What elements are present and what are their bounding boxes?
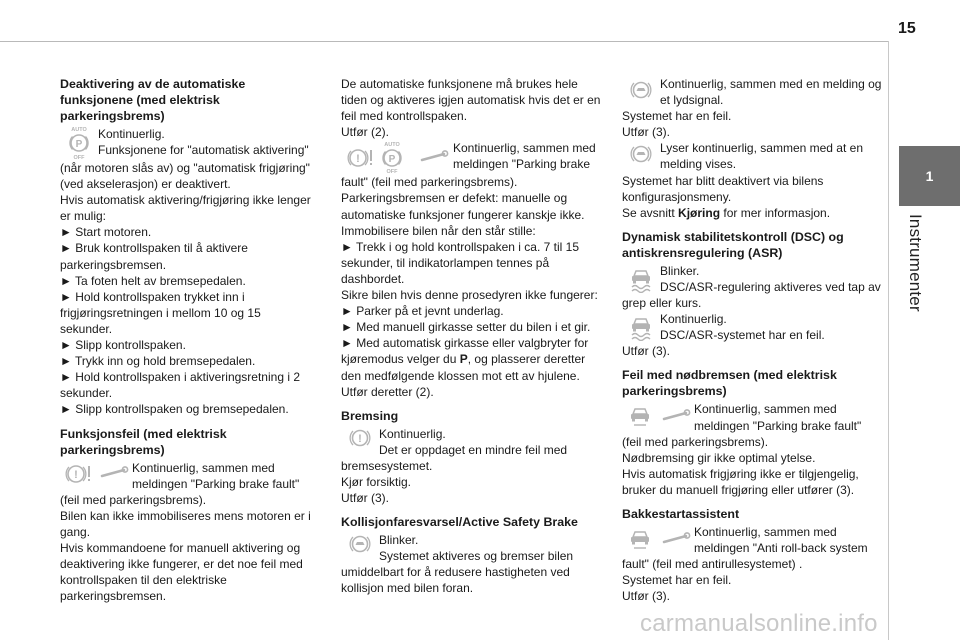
chapter-title: Instrumenter [906,214,925,312]
skidding-car-icon [622,263,660,293]
parking-brake-fault-icon-group [60,460,132,488]
paragraph: Systemet har en feil. [622,109,732,124]
wrench-icon [422,151,448,160]
paragraph: Bilen kan ikke immobiliseres mens motoren er i gang. [60,508,311,539]
description-text: Kontinuerlig, sammen med meldingen "Parking brake [453,141,596,172]
status-text: Kontinuerlig. [660,312,727,327]
svg-text:!: ! [358,432,362,445]
column-3 [622,76,886,604]
section-heading-hill-start: Bakkestartassistent [622,506,740,521]
step-text: , og plasserer deretter den medfølgende klossen mot ett av hjulene. [341,352,586,383]
paragraph: Systemet har en feil. [622,573,732,588]
paragraph: Utfør (3). [622,589,670,604]
paragraph: Utfør (3). [341,491,389,506]
step-item [341,335,606,383]
auto-off-parking-brake-icon [383,142,401,174]
svg-text:AUTO: AUTO [71,127,87,133]
emergency-brake-fault-icon-group [622,401,694,431]
step-item: ► Trekk i og hold kontrollspaken i ca. 7 til 15 sekunder, til indikatorlampen tennes på dashbordet. [341,239,579,286]
description-text: grep eller kurs. [622,296,702,311]
description-text: (når motoren slås av) og "automatisk frigjøring" (ved akselerasjon) er deaktivert. [60,161,310,192]
description-text: fault" (feil med parkeringsbrems). [341,175,518,190]
warning-row [622,311,886,343]
description-text: Kontinuerlig, sammen med meldingen "Parking brake fault" [132,460,300,491]
warning-row [341,426,606,458]
side-divider [888,41,889,640]
paragraph: Systemet har blitt deaktivert via bilens konfigurasjonsmeny. [622,173,824,204]
paragraph-text: Se avsnitt [622,205,679,220]
auto-off-parking-brake-icon [60,126,98,160]
step-item: ► Slipp kontrollspaken og bremsepedalen. [60,402,289,417]
paragraph: Kjør forsiktig. [341,474,412,489]
svg-text:OFF: OFF [386,169,398,175]
paragraph: Utfør (3). [622,125,670,140]
car-icon [631,532,649,548]
skidding-car-icon [622,311,660,341]
section-heading-collision: Kollisjonfaresvarsel/Active Safety Brake [341,515,578,530]
step-item: ► Ta foten helt av bremsepedalen. [60,273,246,288]
step-item: ► Hold kontrollspaken i aktiveringsretning i 2 sekunder. [60,370,300,401]
paragraph: Nødbremsing gir ikke optimal ytelse. [622,450,816,465]
step-item: ► Slipp kontrollspaken. [60,338,186,353]
description-text: Kontinuerlig, sammen med meldingen "Anti roll-back system [694,524,868,556]
collision-warning-icon [341,532,379,556]
description-text: Kontinuerlig, sammen med en melding og et lydsignal. [660,77,882,108]
section-heading-deactivation: Deaktivering av de automatiske funksjonene (med elektrisk parkeringsbrems) [60,77,246,123]
warning-row [622,76,886,108]
status-text: Blinker. [660,263,700,278]
step-item: ► Med manuell girkasse setter du bilen i et gir. [341,320,591,335]
paragraph: Hvis kommandoene for manuell aktivering og deaktivering ikke fungerer, er det noe feil med kontrollspaken til den elektriske parkeringsbremsen. [60,540,303,604]
section-heading-emergency-brake: Feil med nødbremsen (med elektrisk parkeringsbrems) [622,368,837,399]
watermark: carmanualsonline.info [640,610,878,637]
paragraph: Sikre bilen hvis denne prosedyren ikke fungerer: [341,288,598,303]
step-item: ► Start motoren. [60,225,152,240]
svg-text:P: P [75,139,83,150]
column-2 [341,76,606,597]
warning-row [622,524,886,556]
warning-row [60,126,315,160]
description-text: Det er oppdaget en mindre feil med [379,442,568,457]
warning-row [60,460,315,492]
wrench-icon [664,533,690,542]
svg-text:P: P [388,154,396,166]
paragraph: De automatiske funksjonene må brukes hele tiden og aktiveres igjen automatisk hvis det er en feil med kontrollspaken. [341,77,601,124]
collision-warning-icon [622,76,660,104]
top-rule [0,41,888,42]
brake-warning-icon [341,426,379,450]
paragraph: Utfør (2). [341,125,389,140]
page-number: 15 [898,20,916,37]
brake-fault-icon-group [341,140,453,174]
step-item: ► Parker på et jevnt underlag. [341,304,504,319]
hill-start-fault-icon-group [622,524,694,554]
column-1 [60,76,315,604]
svg-text:OFF: OFF [73,155,85,160]
brake-warning-icon [348,150,372,166]
status-text: Blinker. [379,533,419,548]
step-item: ► Trykk inn og hold bremsepedalen. [60,354,256,369]
brake-warning-icon [66,466,90,482]
description-text: (feil med parkeringsbrems). [60,492,207,507]
description-text: Lyser kontinuerlig, sammen med at en melding vises. [660,141,863,172]
status-text: Kontinuerlig. [379,426,446,441]
step-item: ► Hold kontrollspaken trykket inn i frigjøringsretningen i mellom 10 og 15 sekunder. [60,289,261,336]
paragraph: Parkeringsbremsen er defekt: manuelle og automatiske funksjoner fungerer kanskje ikke. [341,191,585,222]
step-item: ► Bruk kontrollspaken til å aktivere parkeringsbremsen. [60,241,248,272]
description-text: umiddelbart for å redusere hastigheten ved kollisjon med bilen foran. [341,565,570,596]
description-text: DSC/ASR-regulering aktiveres ved tap av [660,279,881,294]
paragraph: Hvis automatisk aktivering/frigjøring ikke lenger er mulig: [60,193,311,224]
warning-row [622,263,886,295]
section-heading-dsc-asr: Dynamisk stabilitetskontroll (DSC) og antiskrensregulering (ASR) [622,229,844,260]
section-heading-braking: Bremsing [341,408,399,423]
description-text: (feil med parkeringsbrems). [622,434,769,449]
warning-row [341,140,606,174]
description-text: Kontinuerlig, sammen med meldingen "Parking brake fault" [694,402,862,433]
paragraph-text: for mer informasjon. [720,205,831,220]
paragraph: Utfør (3). [622,344,670,359]
wrench-icon [102,466,128,475]
description-text: Systemet aktiveres og bremser bilen [379,549,574,564]
paragraph: Immobilisere bilen når den står stille: [341,223,536,238]
wrench-icon [664,410,690,419]
section-reference[interactable]: Kjøring [678,205,721,220]
step-text-bold: P [459,352,468,367]
description-text: Funksjonene for "automatisk aktivering" [98,143,309,158]
collision-warning-icon [622,140,660,168]
step-text: ► Med automatisk girkasse eller valgbryter for kjøremodus velger du [341,336,589,367]
status-text: Kontinuerlig. [98,127,165,141]
car-icon [631,409,649,425]
svg-text:!: ! [74,468,78,481]
chapter-tab[interactable]: 1 [899,146,960,206]
paragraph: Hvis automatisk frigjøring ikke er tilgjengelig, bruker du manuell frigjøring eller utfører (3). [622,466,859,497]
description-text: bremsesystemet. [341,458,433,473]
svg-text:AUTO: AUTO [384,142,400,149]
svg-text:!: ! [356,153,360,166]
warning-row [341,532,606,564]
paragraph [622,205,886,221]
description-text: fault" (feil med antirullesystemet) . [622,557,803,572]
warning-row [622,401,886,433]
description-text: DSC/ASR-systemet har en feil. [660,328,825,343]
warning-row [622,140,886,172]
paragraph: Utfør deretter (2). [341,384,434,399]
section-heading-malfunction: Funksjonsfeil (med elektrisk parkeringsbrems) [60,426,227,457]
